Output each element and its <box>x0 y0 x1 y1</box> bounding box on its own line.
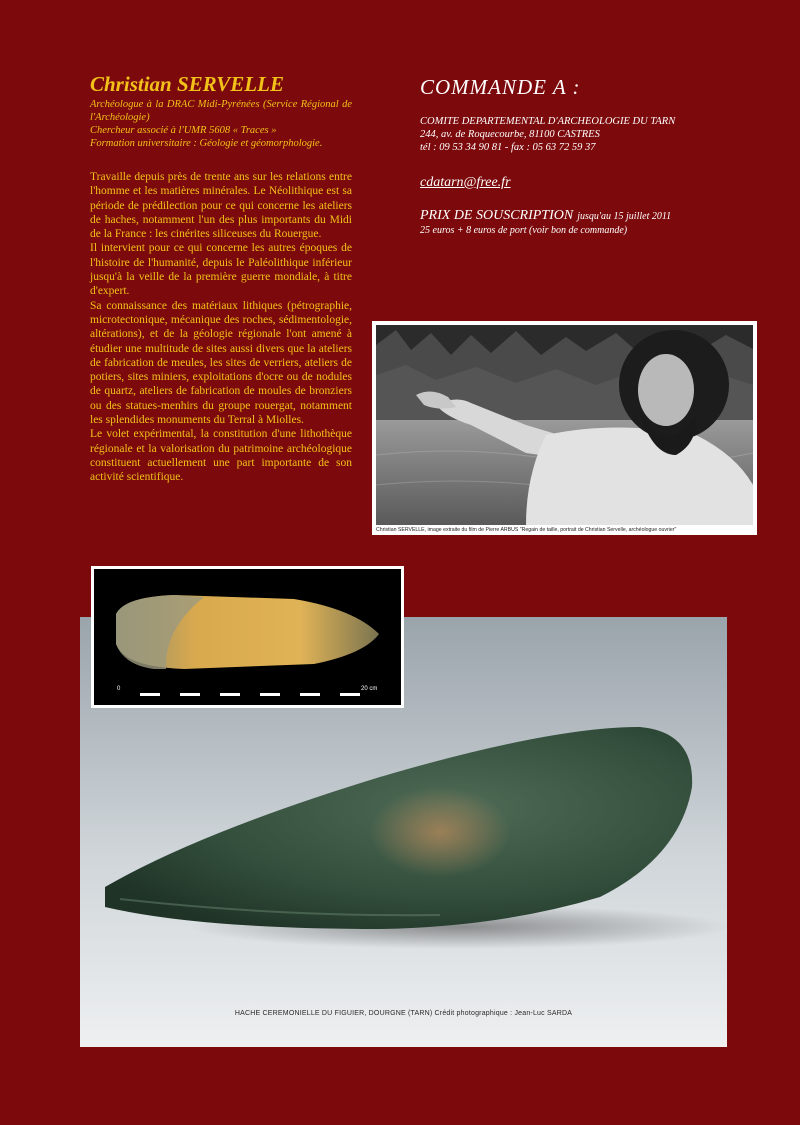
price-title: PRIX DE SOUSCRIPTION <box>420 208 574 223</box>
bio-paragraph: Sa connaissance des matériaux lithiques (pétrographie, microtectonique, mécanique des roches, sédimentologie, altérations), et de la géologie régionale l'ont amené à étudier une multitude de sites aussi divers que la ateliers de fabrication de meules, les sites de verriers, ateliers de potiers, sites miniers, exploitations d'ocre ou de nodules de quartz, ateliers de fabrication de moules de bronziers ou des statues-menhirs du groupe rouergat, notamment les splendides monuments du Terral à Miolles. <box>90 299 352 427</box>
subscription-price <box>420 206 760 236</box>
author-role: Archéologue à la DRAC Midi-Pyrénées (Service Régional de l'Archéologie) <box>90 99 352 123</box>
scale-end-label: 20 cm <box>361 686 378 692</box>
inset-axe-photo <box>91 566 404 708</box>
inset-image <box>94 569 401 705</box>
scale-start-label: 0 <box>117 686 121 692</box>
order-address <box>420 115 750 154</box>
portrait-photo <box>372 321 757 535</box>
price-detail: 25 euros + 8 euros de port (voir bon de commande) <box>420 225 628 236</box>
bio-paragraph: Travaille depuis près de trente ans sur les relations entre l'homme et les matières minérales. Le Néolithique est sa période de prédilection pour ce qui concerne les ateliers de haches, notamment l'un des plus importants du Midi de la France : les cinérites siliceuses du Rouergue. <box>90 171 352 241</box>
order-email-link[interactable]: cdatarn@free.fr <box>420 175 511 190</box>
price-date: jusqu'au 15 juillet 2011 <box>577 211 672 222</box>
bio-paragraph: Il intervient pour ce qui concerne les autres époques de l'histoire de l'humanité, depuis le Paléolithique inférieur jusqu'à la veille de la première guerre mondiale, à titre d'expert. <box>90 242 352 298</box>
bio-paragraph: Le volet expérimental, la constitution d'une lithothèque régionale et la valorisation du patrimoine archéologique constituent actuellement une part importante de son activité scientifique. <box>90 428 352 484</box>
author-biography <box>90 170 352 485</box>
order-title: COMMANDE A : <box>420 75 581 99</box>
axe-photo-caption: HACHE CEREMONIELLE DU FIGUIER, DOURGNE (TARN) Crédit photographique : Jean-Luc SARDA <box>234 1010 573 1017</box>
author-name: Christian SERVELLE <box>90 72 284 96</box>
portrait-illustration <box>376 325 753 525</box>
author-role: Formation universitaire : Géologie et géomorphologie. <box>90 138 323 149</box>
address-line: 244, av. de Roquecourbe, 81100 CASTRES <box>420 129 600 140</box>
author-roles <box>90 98 352 150</box>
author-role: Chercheur associé à l'UMR 5608 « Traces » <box>90 125 277 136</box>
address-line: COMITE DEPARTEMENTAL D'ARCHEOLOGIE DU TARN <box>420 116 676 127</box>
portrait-image <box>376 325 753 525</box>
inset-axe-illustration <box>94 569 401 705</box>
portrait-caption: Christian SERVELLE, image extraite du film de Pierre ARBUS "Regain de taille, portrait de Christian Servelle, archéologue ouvrier" <box>376 527 677 533</box>
address-line: tél : 09 53 34 90 81 - fax : 05 63 72 59 37 <box>420 142 596 153</box>
